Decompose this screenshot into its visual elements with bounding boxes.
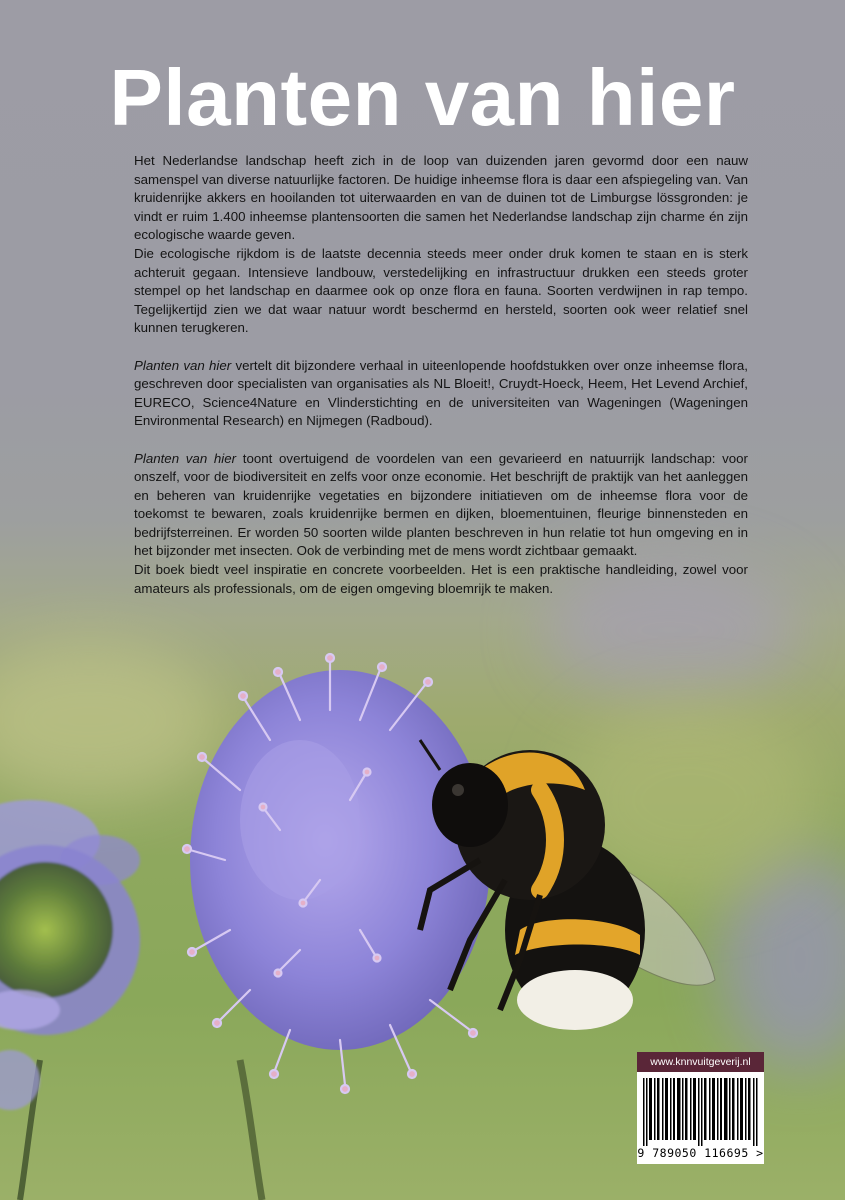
blurb-paragraph: Die ecologische rijkdom is de laatste decennia steeds meer onder druk komen te staan en is sterk achteruit gegaan. Intensieve landbouw, verstedelijking en infrastructuur drukken een steeds groter stempel op het landschap en daarmee ook op onze flora en fauna. Soorten verdwijnen in rap tempo. Tegelijkertijd zien we dat waar natuur wordt beschermd en hersteld, soorten ook weer relatief snel kunnen terugkeren. bbox=[134, 245, 748, 336]
barcode bbox=[643, 1078, 758, 1146]
isbn-block bbox=[637, 1052, 764, 1164]
book-title-inline: Planten van hier bbox=[134, 450, 237, 466]
blurb-paragraph: Dit boek biedt veel inspiratie en concrete voorbeelden. Het is een praktische handleiding, zowel voor amateurs als professionals, om de eigen omgeving bloemrijk te maken. bbox=[134, 562, 748, 596]
isbn-number: 9 789050 116695 > bbox=[637, 1146, 764, 1160]
book-title: Planten van hier bbox=[109, 53, 736, 142]
publisher-url[interactable]: www.knnvuitgeverij.nl bbox=[637, 1052, 764, 1072]
flower-stem bbox=[240, 1060, 262, 1200]
book-title-inline: Planten van hier bbox=[134, 357, 232, 373]
scabious-flower bbox=[183, 654, 490, 1093]
blurb-paragraph: Planten van hier toont overtuigend de voordelen van een gevarieerd en natuurrijk landschap: voor onszelf, voor de biodiversiteit en zelfs voor onze economie. Het beschrijft de praktijk van het aanleggen en beheren van kruidenrijke vegetaties en bijzondere initiatieven om de inheemse flora voor de toekomst te bewaren, zoals kruidenrijke bermen en dijken, bloementuinen, fleurige binnensteden en bedrijfsterreinen. Er worden 50 soorten wilde planten beschreven in hun relatie tot hun omgeving en in het bijzonder met insecten. Ook de verbinding met de mens wordt zichtbaar gemaakt. bbox=[134, 450, 748, 559]
blurb bbox=[134, 152, 748, 598]
left-flower bbox=[0, 800, 140, 1110]
blurb-paragraph: Het Nederlandse landschap heeft zich in de loop van duizenden jaren gevormd door een nauw samenspel van diverse natuurlijke factoren. De huidige inheemse flora is daar een afspiegeling van. Van kruidenrijke akkers en hooilanden tot uiterwaarden en van de duinen tot de Limburgse lössgronden: je vindt er ruim 1.400 inheemse plantensoorten die samen het Nederlandse landschap zijn charme én zijn ecologische waarde geven. bbox=[134, 153, 748, 243]
blurb-paragraph: Planten van hier vertelt dit bijzondere verhaal in uiteenlopende hoofdstukken over onze inheemse flora, geschreven door specialisten van organisaties als NL Bloeit!, Cruydt-Hoeck, Heem, Het Levend Archief, EURECO, Science4Nature en Vlinderstichting en de universiteiten van Wageningen (Wageningen Environmental Research) en Nijmegen (Radboud). bbox=[134, 357, 748, 429]
